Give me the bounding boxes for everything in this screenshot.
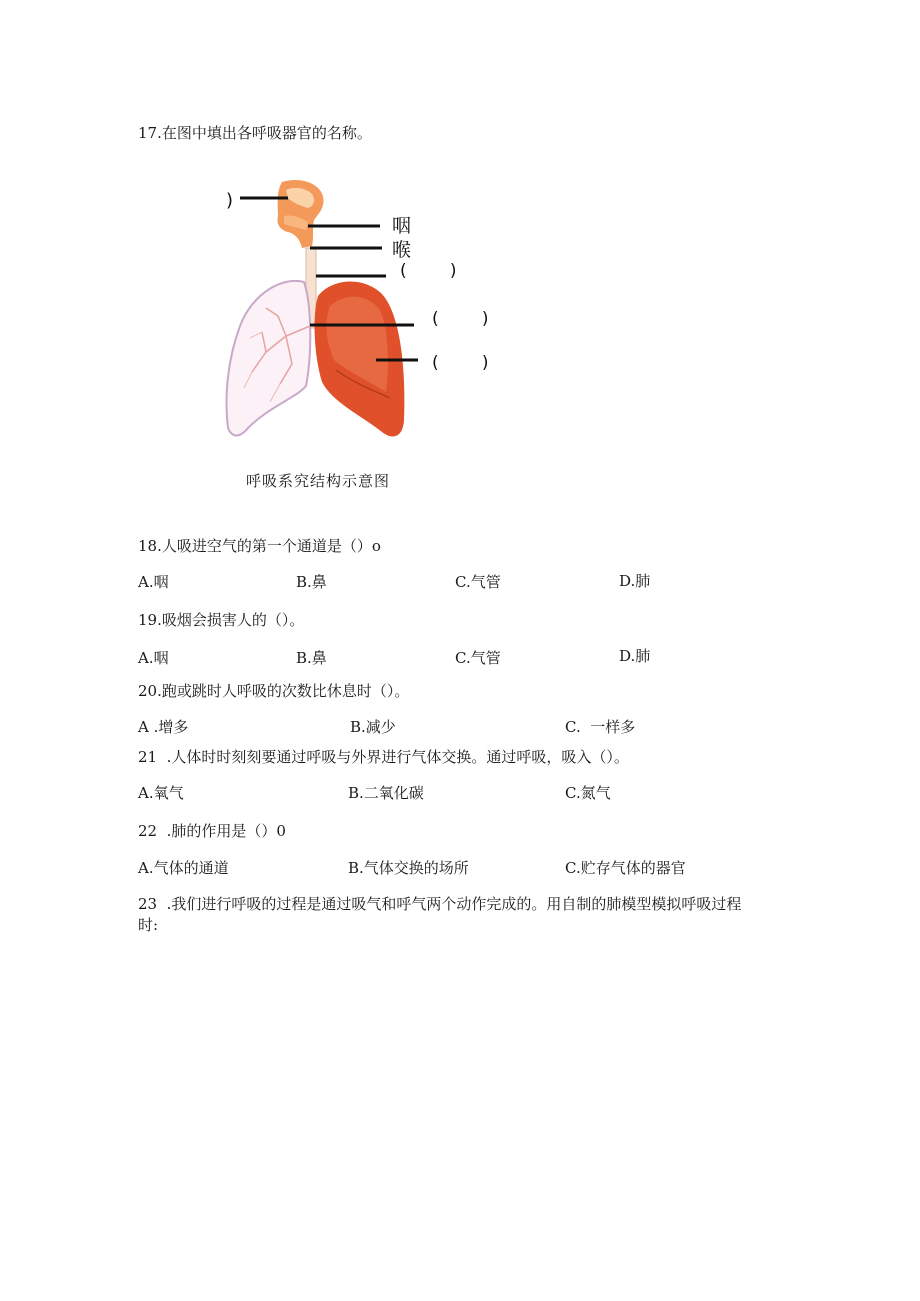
label-blank-lung: ( ) (432, 353, 489, 373)
question-21: 21 .人体时时刻刻要通过呼吸与外界进行气体交换。通过呼吸，吸入（）。 (138, 748, 629, 766)
question-22: 22 .肺的作用是（）0 (138, 822, 286, 840)
q20-option-a: A .增多 (138, 718, 189, 736)
q19-option-c: C.气管 (455, 649, 501, 667)
q19-option-a: A.咽 (138, 649, 169, 667)
q20-option-b: B.减少 (350, 718, 396, 736)
q22-option-b: B.气体交换的场所 (348, 859, 469, 877)
q18-option-c: C.气管 (455, 573, 501, 591)
q18-option-b: B.鼻 (296, 573, 327, 591)
head-nasal-cavity (277, 180, 323, 248)
q18-option-a: A.咽 (138, 573, 169, 591)
question-18: 18.人吸进空气的第一个通道是（）o (138, 537, 381, 555)
diagram-caption: 呼吸系究结构示意图 (246, 472, 391, 490)
label-blank-bronchus: ( ) (432, 309, 489, 329)
q20-option-c: C. 一样多 (565, 718, 636, 736)
label-nose-bracket: ) (226, 190, 234, 211)
question-17: 17.在图中填出各呼吸器官的名称。 (138, 124, 372, 142)
question-23-continued: 时: (138, 916, 159, 934)
q19-option-d: D.肺 (619, 647, 651, 665)
label-larynx: 喉 (392, 239, 412, 261)
question-20: 20.跑或跳时人呼吸的次数比休息时（）。 (138, 682, 410, 700)
q22-option-c: C.贮存气体的器官 (565, 859, 686, 877)
respiratory-system-diagram (222, 176, 512, 446)
label-pharynx: 咽 (392, 215, 412, 237)
q18-option-d: D.肺 (619, 572, 651, 590)
question-19: 19.吸烟会损害人的（）。 (138, 611, 305, 629)
label-blank-trachea: ( ) (400, 261, 457, 281)
question-23: 23 .我们进行呼吸的过程是通过吸气和呼气两个动作完成的。用自制的肺模型模拟呼吸过程 (138, 895, 742, 913)
q21-option-b: B.二氧化碳 (348, 784, 424, 802)
left-lung (227, 281, 311, 436)
q22-option-a: A.气体的通道 (138, 859, 229, 877)
q19-option-b: B.鼻 (296, 649, 327, 667)
q21-option-a: A.氧气 (138, 784, 184, 802)
q21-option-c: C.氮气 (565, 784, 611, 802)
